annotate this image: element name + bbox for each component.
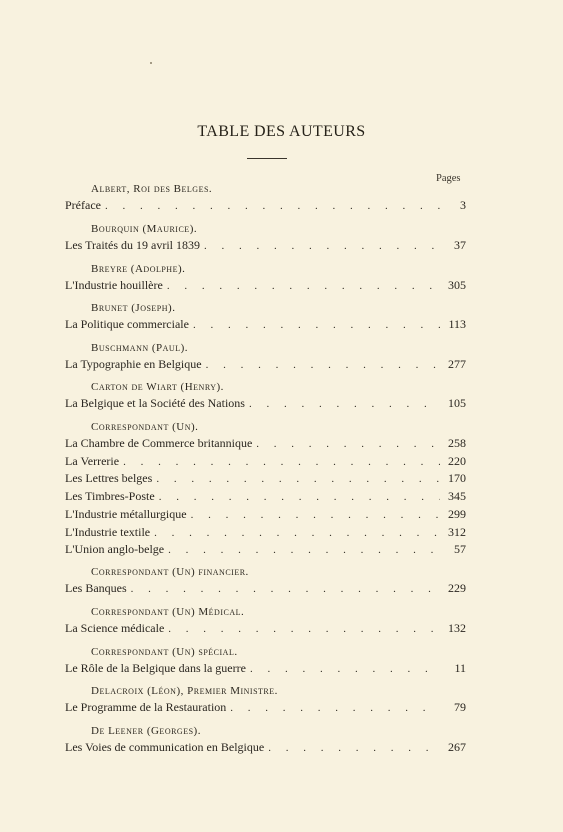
entry-title: La Belgique et la Société des Nations [65, 396, 245, 410]
author-heading: Albert, Roi des Belges. [91, 183, 213, 195]
dot-leader [168, 544, 440, 556]
entry-page-number: 3 [460, 198, 466, 212]
entry-page-number: 170 [448, 471, 466, 485]
author-heading: Carton de Wiart (Henry). [91, 381, 224, 393]
entry-page-number: 258 [448, 436, 466, 450]
toc-entry [65, 396, 466, 412]
entry-page-number: 299 [448, 507, 466, 521]
entry-title: Les Traités du 19 avril 1839 [65, 238, 200, 252]
toc-entry [65, 357, 466, 373]
toc-entry [65, 661, 466, 677]
entry-title: La Politique commerciale [65, 317, 189, 331]
toc-entry [65, 489, 466, 505]
author-heading: Delacroix (Léon), Premier Ministre. [91, 685, 278, 697]
dot-leader [206, 359, 440, 371]
toc-entry [65, 542, 466, 558]
toc-entry [65, 278, 466, 294]
author-heading: Correspondant (Un) financier. [91, 566, 249, 578]
entry-page-number: 113 [448, 317, 466, 331]
dot-leader [131, 583, 440, 595]
entry-page-number: 345 [448, 489, 466, 503]
entry-page-number: 267 [448, 740, 466, 754]
entry-title: La Science médicale [65, 621, 165, 635]
pages-column-label: Pages [436, 173, 461, 184]
title-divider [247, 158, 287, 159]
page-title: TABLE DES AUTEURS [197, 123, 366, 140]
dot-leader [268, 742, 440, 754]
toc-entry [65, 454, 466, 470]
toc-entry [65, 198, 466, 214]
toc-entry [65, 740, 466, 756]
dot-leader [193, 319, 440, 331]
toc-entry [65, 700, 466, 716]
dot-leader [167, 280, 440, 292]
entry-page-number: 11 [454, 661, 466, 675]
author-heading: De Leener (Georges). [91, 725, 201, 737]
entry-page-number: 305 [448, 278, 466, 292]
dot-leader [154, 527, 440, 539]
entry-title: L'Industrie houillère [65, 278, 163, 292]
entry-page-number: 312 [448, 525, 466, 539]
entry-title: L'Union anglo-belge [65, 542, 165, 556]
entry-page-number: 229 [448, 581, 466, 595]
entry-page-number: 277 [448, 357, 466, 371]
entry-title: L'Industrie textile [65, 525, 151, 539]
dot-leader [230, 702, 440, 714]
entry-title: Les Voies de communication en Belgique [65, 740, 265, 754]
toc-entry [65, 436, 466, 452]
toc-entry [65, 238, 466, 254]
author-heading: Breyre (Adolphe). [91, 263, 186, 275]
dot-leader [123, 456, 440, 468]
toc-entry [65, 507, 466, 523]
dot-leader [191, 509, 440, 521]
toc-entry [65, 581, 466, 597]
toc-entry [65, 471, 466, 487]
entry-title: La Chambre de Commerce britannique [65, 436, 253, 450]
entry-title: La Verrerie [65, 454, 120, 468]
entry-page-number: 132 [448, 621, 466, 635]
entry-title: Le Rôle de la Belgique dans la guerre [65, 661, 246, 675]
entry-title: Les Lettres belges [65, 471, 153, 485]
entry-page-number: 79 [454, 700, 466, 714]
dot-leader [256, 438, 440, 450]
entry-page-number: 105 [448, 396, 466, 410]
author-heading: Correspondant (Un) spécial. [91, 646, 238, 658]
author-heading: Brunet (Joseph). [91, 302, 176, 314]
dot-leader [249, 398, 440, 410]
toc-entry [65, 525, 466, 541]
dot-leader [159, 491, 440, 503]
dot-leader [250, 663, 440, 675]
entry-title: Préface [65, 198, 101, 212]
dot-leader [105, 200, 440, 212]
author-heading: Correspondant (Un) Médical. [91, 606, 245, 618]
entry-title: Les Banques [65, 581, 127, 595]
dot-leader [156, 473, 440, 485]
paper-speck [150, 62, 152, 64]
entry-page-number: 37 [454, 238, 466, 252]
entry-title: Les Timbres-Poste [65, 489, 155, 503]
dot-leader [204, 240, 440, 252]
entry-title: Le Programme de la Restauration [65, 700, 227, 714]
dot-leader [168, 623, 440, 635]
toc-entry [65, 621, 466, 637]
entry-page-number: 220 [448, 454, 466, 468]
toc-entry [65, 317, 466, 333]
author-heading: Buschmann (Paul). [91, 342, 189, 354]
author-heading: Correspondant (Un). [91, 421, 199, 433]
author-heading: Bourquin (Maurice). [91, 223, 198, 235]
entry-title: L'Industrie métallurgique [65, 507, 187, 521]
entry-page-number: 57 [454, 542, 466, 556]
entry-title: La Typographie en Belgique [65, 357, 202, 371]
